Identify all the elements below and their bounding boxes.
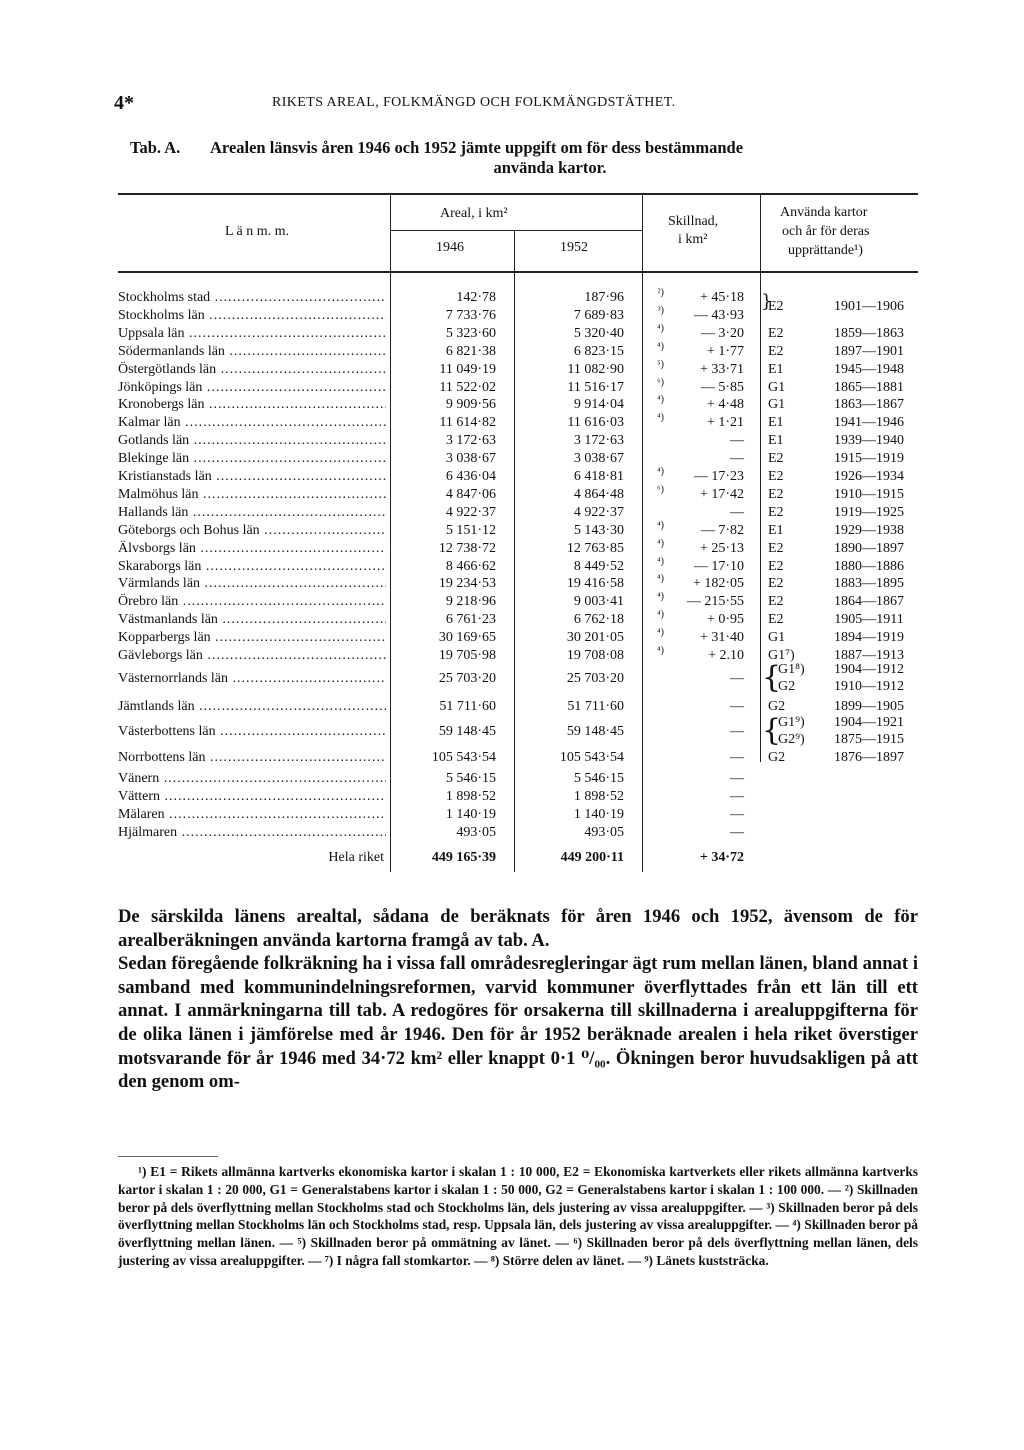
body-paragraph-2: Sedan föregående folkräkning ha i vissa fall områdesregleringar ägt rum mellan länen, bland annat i samband med kommunindelningsreformen, varvid kommuner överflyttades från ett län till ett annat. I anmärkningarna till tab. A redogöres för orsakerna till skillnaderna i arealuppgifterna för de olika länen i jämförelse med år 1946. Den för år 1952 beräknade arealen i hela riket överstiger motsvarande för år 1946 med 34·72 km² eller knappt 0·1 ⁰/₀₀. Ökningen beror huvudsakligen på att den genom om-: [118, 953, 918, 1093]
area-difference: — 17·10: [693, 559, 744, 574]
area-1952: 19 416·58: [566, 576, 624, 591]
area-difference: + 2.10: [708, 648, 744, 663]
area-difference: — 7·82: [700, 523, 744, 538]
county-name: Gotlands län .....: [118, 432, 386, 450]
area-1946: 12 738·72: [438, 541, 496, 556]
diff-note-ref: ⁶): [657, 484, 664, 495]
diff-note-ref: ⁴): [657, 341, 664, 352]
map-years: 1899—1905: [834, 699, 904, 714]
area-1952: 9 914·04: [573, 397, 624, 412]
map-years: 1887—1913: [834, 648, 904, 663]
vline-3: [642, 194, 643, 872]
area-1946: 25 703·20: [438, 671, 496, 686]
area-1952: 5 320·40: [573, 326, 624, 341]
running-title: RIKETS AREAL, FOLKMÄNGD OCH FOLKMÄNGDSTÄTHET.: [272, 95, 676, 110]
area-1952: 6 762·18: [573, 612, 624, 627]
area-difference: —: [730, 807, 744, 822]
area-1952: 4 922·37: [573, 505, 624, 520]
county-name: Kronobergs län .....: [118, 396, 386, 414]
area-difference: — 215·55: [686, 594, 744, 609]
col-areal-header: Areal, i km²: [440, 206, 508, 221]
map-type: G1: [768, 380, 786, 395]
footnotes: [118, 1163, 918, 1270]
area-1952: 59 148·45: [566, 724, 624, 739]
diff-note-ref: ⁴): [657, 466, 664, 477]
area-1952: 9 003·41: [573, 594, 624, 609]
area-1952: 25 703·20: [566, 671, 624, 686]
area-difference: —: [730, 451, 744, 466]
area-1946: 11 614·82: [439, 415, 496, 430]
diff-note-ref: ²): [657, 287, 664, 298]
county-name: Hallands län .....: [118, 504, 386, 522]
area-1946: 3 038·67: [445, 451, 496, 466]
county-name: Kopparbergs län .....: [118, 629, 386, 647]
area-1946: 5 151·12: [445, 523, 496, 538]
area-1952: 51 711·60: [567, 699, 624, 714]
area-1946: 6 436·04: [445, 469, 496, 484]
map-years: 1910—1915: [834, 487, 904, 502]
diff-note-ref: ⁴): [657, 609, 664, 620]
map-years: 1905—1911: [834, 612, 904, 627]
area-difference: + 25·13: [699, 541, 744, 556]
col-1946-header: 1946: [436, 240, 464, 255]
area-1946: 19 705·98: [438, 648, 496, 663]
footnote-rule: [118, 1156, 218, 1157]
table-title-line2: använda kartor.: [493, 158, 607, 177]
table-label: Tab. A.: [130, 138, 181, 157]
area-difference: + 45·18: [699, 290, 744, 305]
area-1952: 30 201·05: [566, 630, 624, 645]
area-1946: 19 234·53: [438, 576, 496, 591]
map-years: 1883—1895: [834, 576, 904, 591]
area-1946: 8 466·62: [445, 559, 496, 574]
lake-name: Vänern .....: [118, 770, 386, 788]
area-1952: 105 543·54: [559, 750, 624, 765]
table-top-rule: [118, 193, 918, 195]
area-difference: + 4·48: [706, 397, 744, 412]
map-type: E2: [768, 344, 784, 359]
diff-note-ref: ⁵): [657, 359, 664, 370]
map-type: G2: [768, 750, 786, 765]
county-name: Västernorrlands län .....: [118, 670, 386, 688]
map-type: G1⁹): [778, 715, 805, 730]
county-name: Skaraborgs län .....: [118, 558, 386, 576]
county-name: Uppsala län .....: [118, 325, 386, 343]
area-1946: 9 218·96: [445, 594, 496, 609]
area-1952: 1 898·52: [573, 789, 624, 804]
map-type: E1: [768, 523, 784, 538]
county-name: Norrbottens län .....: [118, 749, 386, 767]
map-type: E2: [768, 559, 784, 574]
vline-2: [514, 231, 515, 872]
col-lan-header: L ä n m. m.: [225, 224, 290, 239]
county-name: Östergötlands län .....: [118, 361, 386, 379]
area-1952: 187·96: [584, 290, 624, 305]
page-number: 4*: [114, 92, 134, 114]
county-name: Jönköpings län .....: [118, 379, 386, 397]
total-1952: 449 200·11: [560, 850, 624, 865]
diff-note-ref: ⁴): [657, 645, 664, 656]
diff-note-ref: ⁴): [657, 591, 664, 602]
diff-note-ref: ⁴): [657, 627, 664, 638]
map-type: G1⁷): [768, 648, 795, 663]
area-1952: 3 038·67: [573, 451, 624, 466]
area-difference: + 0·95: [706, 612, 744, 627]
area-1946: 105 543·54: [431, 750, 496, 765]
area-1952: 4 864·48: [573, 487, 624, 502]
map-years: 1915—1919: [834, 451, 904, 466]
diff-note-ref: ⁴): [657, 323, 664, 334]
area-1946: 51 711·60: [439, 699, 496, 714]
county-name: Kristianstads län .....: [118, 468, 386, 486]
area-difference: —: [730, 433, 744, 448]
county-name: Göteborgs och Bohus län .....: [118, 522, 386, 540]
area-1952: 11 082·90: [567, 362, 624, 377]
area-difference: + 31·40: [699, 630, 744, 645]
total-difference: + 34·72: [699, 850, 744, 865]
area-difference: + 182·05: [692, 576, 744, 591]
diff-note-ref: ⁴): [657, 520, 664, 531]
map-years: 1919—1925: [834, 505, 904, 520]
diff-note-ref: ⁶): [657, 377, 664, 388]
county-name: Örebro län .....: [118, 593, 386, 611]
col-skillnad-header-1: Skillnad,: [668, 214, 719, 229]
map-type: E2: [768, 594, 784, 609]
map-type: G1⁸): [778, 662, 805, 677]
areal-sub-rule: [390, 230, 642, 231]
area-1952: 7 689·83: [573, 308, 624, 323]
brace-icon: {: [762, 713, 782, 748]
map-type: E2: [768, 469, 784, 484]
map-years: 1901—1906: [834, 299, 904, 314]
area-difference: + 1·21: [706, 415, 744, 430]
area-1946: 142·78: [456, 290, 496, 305]
county-name: Jämtlands län .....: [118, 698, 386, 716]
map-years: 1939—1940: [834, 433, 904, 448]
map-years: 1904—1921: [834, 715, 904, 730]
diff-note-ref: ⁴): [657, 573, 664, 584]
county-name: Kalmar län .....: [118, 414, 386, 432]
area-1946: 6 821·38: [445, 344, 496, 359]
area-1952: 6 418·81: [573, 469, 624, 484]
area-difference: — 5·85: [700, 380, 744, 395]
area-difference: —: [730, 825, 744, 840]
map-years: 1890—1897: [834, 541, 904, 556]
area-1946: 11 049·19: [439, 362, 496, 377]
map-type: E2: [768, 451, 784, 466]
map-type: G2: [768, 699, 786, 714]
col-kartor-header-3: upprättande¹): [788, 243, 863, 258]
map-years: 1904—1912: [834, 662, 904, 677]
area-1952: 12 763·85: [566, 541, 624, 556]
map-years: 1876—1897: [834, 750, 904, 765]
map-years: 1929—1938: [834, 523, 904, 538]
total-1946: 449 165·39: [431, 850, 496, 865]
map-type: E2: [768, 487, 784, 502]
map-years: 1941—1946: [834, 415, 904, 430]
map-years: 1910—1912: [834, 679, 904, 694]
diff-note-ref: ⁴): [657, 412, 664, 423]
area-1946: 7 733·76: [445, 308, 496, 323]
map-years: 1859—1863: [834, 326, 904, 341]
map-years: 1863—1867: [834, 397, 904, 412]
map-type: E1: [768, 415, 784, 430]
county-name: Stockholms län .....: [118, 307, 386, 325]
county-name: Stockholms stad .....: [118, 289, 386, 307]
lake-name: Mälaren .....: [118, 806, 386, 824]
area-1946: 5 323·60: [445, 326, 496, 341]
county-name: Gävleborgs län .....: [118, 647, 386, 665]
col-1952-header: 1952: [560, 240, 588, 255]
area-difference: + 1·77: [706, 344, 744, 359]
map-type: G1: [768, 630, 786, 645]
area-difference: + 17·42: [699, 487, 744, 502]
county-name: Västmanlands län .....: [118, 611, 386, 629]
map-type: E1: [768, 362, 784, 377]
table-header-rule: [118, 271, 918, 273]
area-1952: 19 708·08: [566, 648, 624, 663]
area-1952: 5 143·30: [573, 523, 624, 538]
map-years: 1880—1886: [834, 559, 904, 574]
map-years: 1864—1867: [834, 594, 904, 609]
map-years: 1926—1934: [834, 469, 904, 484]
area-difference: — 43·93: [693, 308, 744, 323]
area-1952: 493·05: [584, 825, 624, 840]
map-type: E2: [768, 576, 784, 591]
area-1946: 1 898·52: [445, 789, 496, 804]
col-skillnad-header-2: i km²: [678, 232, 708, 247]
area-1946: 493·05: [456, 825, 496, 840]
area-1946: 30 169·65: [438, 630, 496, 645]
area-difference: —: [730, 771, 744, 786]
map-years: 1894—1919: [834, 630, 904, 645]
map-type: G2⁹): [778, 732, 805, 747]
diff-note-ref: ⁴): [657, 538, 664, 549]
area-difference: — 3·20: [700, 326, 744, 341]
map-type: E1: [768, 433, 784, 448]
area-difference: —: [730, 724, 744, 739]
map-type: E2: [768, 612, 784, 627]
area-difference: + 33·71: [699, 362, 744, 377]
county-name: Västerbottens län .....: [118, 723, 386, 741]
area-difference: —: [730, 699, 744, 714]
map-years: 1865—1881: [834, 380, 904, 395]
map-type: E2: [768, 505, 784, 520]
area-difference: — 17·23: [693, 469, 744, 484]
map-years: 1875—1915: [834, 732, 904, 747]
map-type: E2: [768, 326, 784, 341]
total-label: Hela riket: [328, 850, 384, 865]
footnote-text: ¹) E1 = Rikets allmänna kartverks ekonomiska kartor i skalan 1 : 10 000, E2 = Ekonomiska kartverkets eller rikets allmänna kartverks kartor i skalan 1 : 20 000, G1 = Generalstabens kartor i skalan 1 : 50 000, G2 = Generalstabens kartor i skalan 1 : 100 000. — ²) Skillnaden beror på dels överflyttning mellan Stockholms stad och Stockholms län, dels justering av vissa arealuppgifter. — ³) Skillnaden beror på dels överflyttning mellan Stockholms län och Stockholms stad, resp. Uppsala län, dels justering av vissa arealuppgifter. — ⁴) Skillnaden beror på överflyttning mellan länen. — ⁵) Skillnaden beror på ommätning av länet. — ⁶) Skillnaden beror på dels överflyttning mellan länen, dels justering av vissa arealuppgifter. — ⁷) I några fall stomkartor. — ⁸) Större delen av länet. — ⁹) Länets kuststräcka.: [118, 1164, 918, 1268]
area-1946: 3 172·63: [445, 433, 496, 448]
area-1952: 5 546·15: [573, 771, 624, 786]
map-type: E2: [768, 541, 784, 556]
lake-name: Hjälmaren .....: [118, 824, 386, 842]
area-1952: 6 823·15: [573, 344, 624, 359]
area-1946: 1 140·19: [445, 807, 496, 822]
county-name: Älvsborgs län .....: [118, 540, 386, 558]
county-name: Blekinge län .....: [118, 450, 386, 468]
brace-icon: {: [762, 660, 782, 695]
col-kartor-header-1: Använda kartor: [780, 205, 868, 220]
map-type: G2: [778, 679, 796, 694]
map-years: 1945—1948: [834, 362, 904, 377]
body-text: [118, 905, 918, 1094]
diff-note-ref: ⁴): [657, 556, 664, 567]
county-name: Värmlands län .....: [118, 575, 386, 593]
lake-name: Vättern .....: [118, 788, 386, 806]
area-1946: 6 761·23: [445, 612, 496, 627]
county-name: Malmöhus län .....: [118, 486, 386, 504]
area-1946: 11 522·02: [439, 380, 496, 395]
area-1946: 9 909·56: [445, 397, 496, 412]
area-1952: 1 140·19: [573, 807, 624, 822]
col-kartor-header-2: och år för deras: [782, 224, 870, 239]
vline-4: [760, 194, 761, 762]
area-1952: 11 516·17: [567, 380, 624, 395]
area-1946: 5 546·15: [445, 771, 496, 786]
area-1952: 8 449·52: [573, 559, 624, 574]
county-name: Södermanlands län .....: [118, 343, 386, 361]
area-1946: 4 922·37: [445, 505, 496, 520]
map-years: 1897—1901: [834, 344, 904, 359]
area-1946: 4 847·06: [445, 487, 496, 502]
diff-note-ref: ³): [657, 305, 664, 316]
map-type: E2: [768, 299, 784, 314]
area-difference: —: [730, 671, 744, 686]
body-paragraph-1: De särskilda länens arealtal, sådana de beräknats för åren 1946 och 1952, ävensom de för arealberäkningen använda kartorna framgå av tab. A.: [118, 906, 918, 951]
brace-stockholm: }: [761, 291, 773, 312]
area-1952: 3 172·63: [573, 433, 624, 448]
table-title: [130, 138, 930, 178]
area-difference: —: [730, 789, 744, 804]
area-difference: —: [730, 505, 744, 520]
area-1952: 11 616·03: [567, 415, 624, 430]
diff-note-ref: ⁴): [657, 394, 664, 405]
map-type: G1: [768, 397, 786, 412]
area-1946: 59 148·45: [438, 724, 496, 739]
table-title-line1: Arealen länsvis åren 1946 och 1952 jämte uppgift om för dess bestämmande: [210, 138, 744, 157]
area-difference: —: [730, 750, 744, 765]
